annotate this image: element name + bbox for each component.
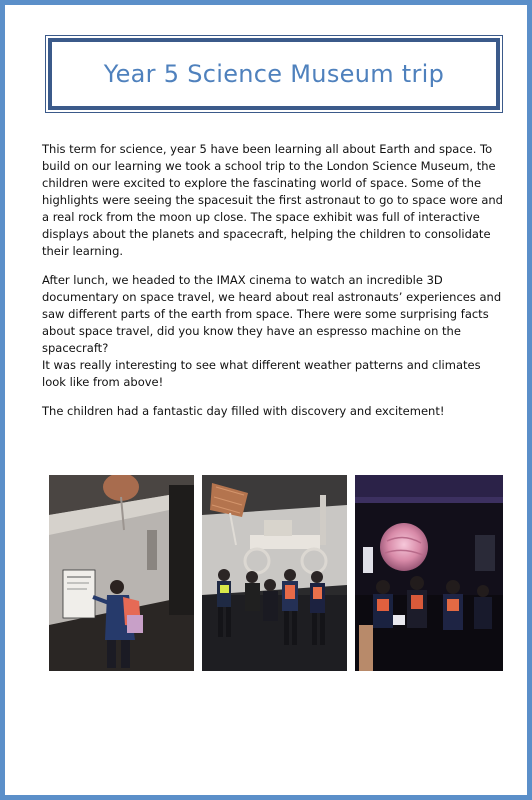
paragraph-2: After lunch, we headed to the IMAX cinema to watch an incredible 3D documentary on space travel, we heard about real astronauts’ experiences and saw different parts of the earth from space. There were some surprising facts about space travel, did you know they have an espresso machine on the spacecraft? It was really interesting to see what different weather patterns and climates look like from above! <box>42 273 502 389</box>
paragraph-3: The children had a fantastic day filled with discovery and excitement! <box>42 404 445 418</box>
title-box <box>48 38 500 110</box>
page-title: Year 5 Science Museum trip <box>103 60 445 88</box>
photo-moon-rover <box>202 475 347 671</box>
photo-planet-globe <box>355 475 503 671</box>
photo-interactive-display <box>49 475 194 671</box>
article-body <box>42 141 507 432</box>
paragraph-1: This term for science, year 5 have been learning all about Earth and space. To build on our learning we took a school trip to the London Science Museum, the children were excited to explore the fascinating world of space. Some of the highlights were seeing the spacesuit the first astronaut to go to space wore and a real rock from the moon up close. The space exhibit was full of interactive displays about the planets and spacecraft, helping the children to consolidate their learning. <box>42 142 503 258</box>
